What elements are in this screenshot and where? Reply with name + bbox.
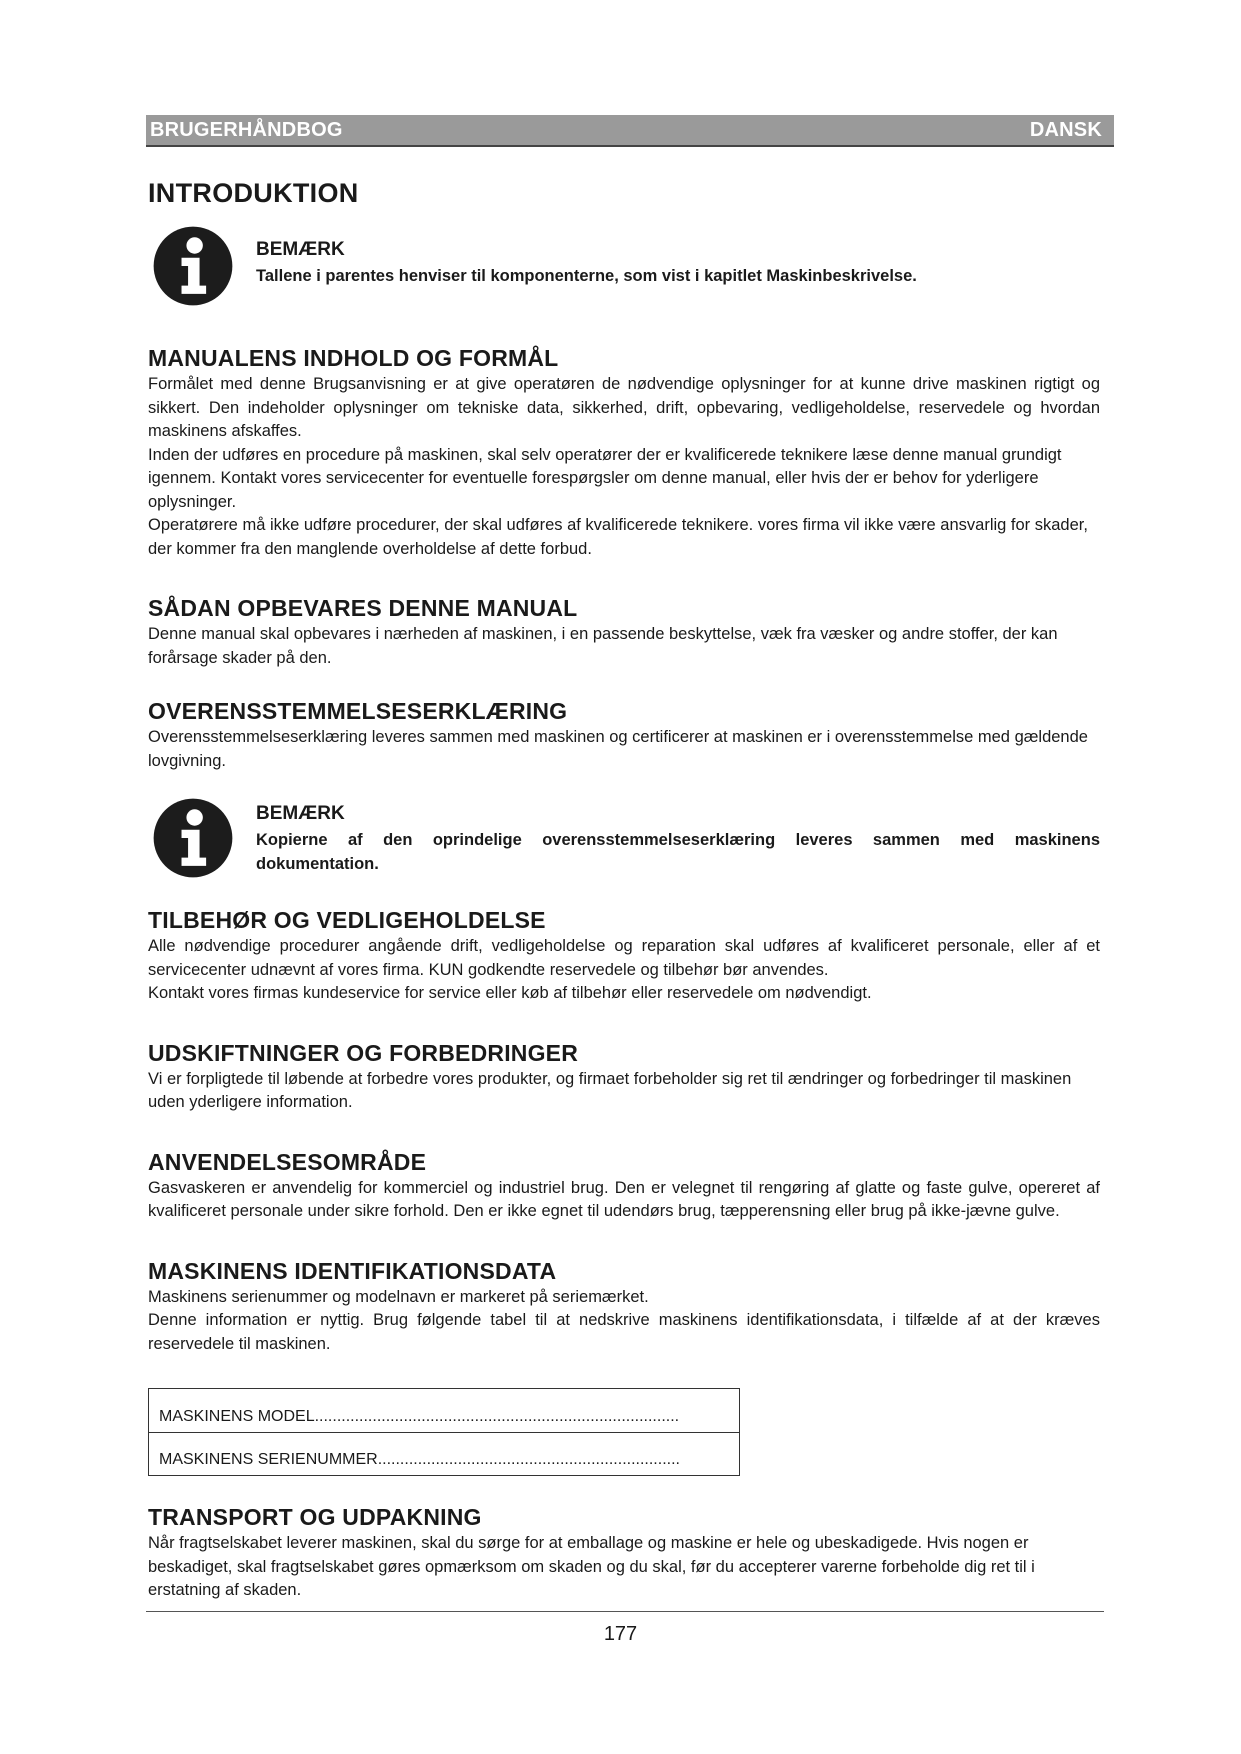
paragraph: Vi er forpligtede til løbende at forbedre vores produkter, og firmaet forbeholder sig ret til ændringer og forbedringer til maskinen uden yderligere information. <box>148 1069 1072 1111</box>
section-heading: SÅDAN OPBEVARES DENNE MANUAL <box>148 595 578 621</box>
paragraph: Maskinens serienummer og modelnavn er markeret på seriemærket. <box>148 1287 649 1306</box>
section-manual-content <box>148 343 1100 561</box>
section-heading: TILBEHØR OG VEDLIGEHOLDELSE <box>148 907 546 933</box>
info-icon <box>152 797 234 879</box>
paragraph: Når fragtselskabet leverer maskinen, skal du sørge for at emballage og maskine er hele og ubeskadigede. Hvis nogen er beskadiget, skal fragtselskabet gøres opmærksom om skaden og du skal, før du accepterer varerne forbeholde dig ret til i erstatning af skaden. <box>148 1534 1035 1599</box>
section-accessories <box>148 905 1100 1006</box>
section-heading: OVERENSSTEMMELSESERKLÆRING <box>148 698 568 724</box>
section-improvements <box>148 1038 1100 1115</box>
note-title: BEMÆRK <box>256 239 345 260</box>
paragraph: Gasvaskeren er anvendelig for kommerciel og industriel brug. Den er velegnet til rengøring af glatte og faste gulve, opereret af kvalificeret personale under sikre forhold. Den er ikke egnet til udendørs brug, tæpperensning eller brug på ikke-jævne gulve. <box>148 1178 1100 1220</box>
section-heading: UDSKIFTNINGER OG FORBEDRINGER <box>148 1039 579 1066</box>
paragraph: Formålet med denne Brugsanvisning er at give operatøren de nødvendige oplysninger for at kunne drive maskinen rigtigt og sikkert. Den indeholder oplysninger om tekniske data, sikkerhed, drift, opbevaring, vedligeholdelse, reservedele og hvordan maskinens afskaffes. <box>148 375 1100 440</box>
footer-divider <box>146 1611 1104 1612</box>
note-title: BEMÆRK <box>256 803 345 824</box>
section-heading: ANVENDELSESOMRÅDE <box>148 1148 427 1175</box>
page-number: 177 <box>603 1623 638 1645</box>
header-bar <box>146 115 1114 147</box>
section-heading: MASKINENS IDENTIFIKATIONSDATA <box>148 1257 557 1284</box>
paragraph: Kontakt vores firmas kundeservice for service eller køb af tilbehør eller reservedele om nødvendigt. <box>148 984 872 1002</box>
paragraph: Alle nødvendige procedurer angående drift, vedligeholdelse og reparation skal udføres af kvalificeret personale, eller af et servicecenter udnævnt af vores firma. KUN godkendte reservedele og tilbehør bør anvendes. <box>148 937 1100 979</box>
section-identification <box>148 1256 1100 1477</box>
section-heading: TRANSPORT OG UDPAKNING <box>148 1504 482 1530</box>
identification-table <box>148 1388 740 1476</box>
paragraph: Denne information er nyttig. Brug følgende tabel til at nedskrive maskinens identifikationsdata, i tilfælde af at der kræves reservedele til maskinen. <box>148 1311 1100 1353</box>
section-application <box>148 1147 1100 1224</box>
note-box <box>148 225 1100 307</box>
paragraph: Operatørere må ikke udføre procedurer, der skal udføres af kvalificerede teknikere. vores firma vil ikke være ansvarlig for skader, der kommer fra den manglende overholdelse af dette forbud. <box>148 516 1088 558</box>
paragraph: Inden der udføres en procedure på maskinen, skal selv operatører der er kvalificerede teknikere læse denne manual grundigt igennem. Kontakt vores servicecenter for eventuelle forespørgsler om denne manual, eller hvis der er behov for yderligere oplysninger. <box>148 445 1062 511</box>
section-heading: MANUALENS INDHOLD OG FORMÅL <box>148 345 559 371</box>
paragraph: Denne manual skal opbevares i nærheden af maskinen, i en passende beskyttelse, væk fra væsker og andre stoffer, der kan forårsage skader på den. <box>148 625 1058 667</box>
section-declaration <box>148 696 1100 773</box>
header-language: DANSK <box>1029 118 1102 141</box>
header-title: BRUGERHÅNDBOG <box>150 118 343 141</box>
page-title: INTRODUKTION <box>148 178 359 208</box>
note-text: Tallene i parentes henviser til komponenterne, som vist i kapitlet Maskinbeskrivelse. <box>256 267 917 285</box>
serial-row: MASKINENS SERIENUMMER.................................................................... <box>149 1432 739 1475</box>
note-box <box>148 797 1100 879</box>
section-transport <box>148 1502 1100 1603</box>
section-storage <box>148 593 1100 670</box>
info-icon <box>152 225 234 307</box>
note-text: Kopierne af den oprindelige overensstemmelseserklæring leveres sammen med maskinens dokumentation. <box>256 831 1100 873</box>
paragraph: Overensstemmelseserklæring leveres sammen med maskinen og certificerer at maskinen er i overensstemmelse med gældende lovgivning. <box>148 728 1088 770</box>
page-content <box>148 178 1100 1603</box>
model-row: MASKINENS MODEL.................................................................................. <box>159 1408 680 1425</box>
